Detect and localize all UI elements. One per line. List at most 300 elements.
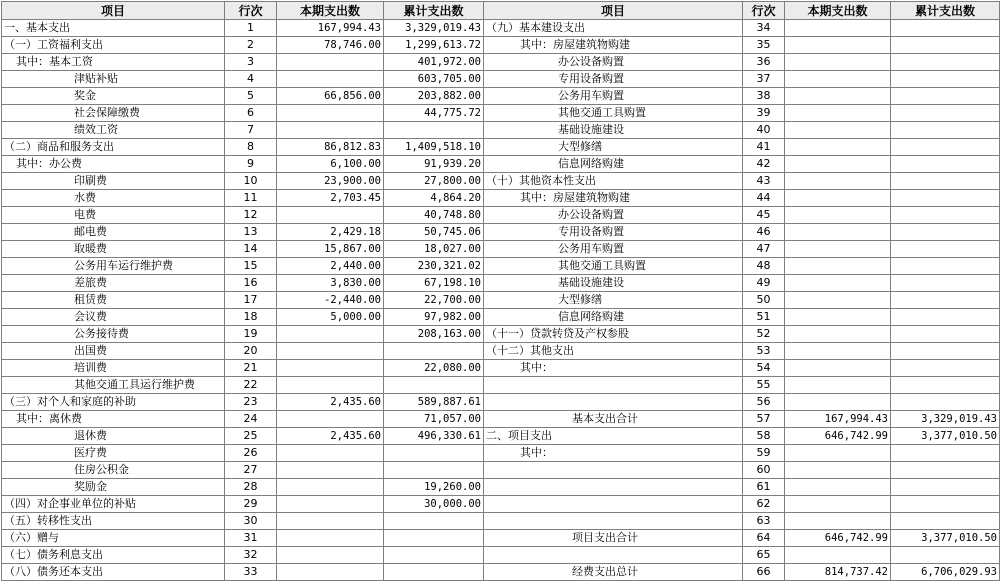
cumulative-amount-left: 91,939.20 [384,156,484,173]
current-amount-right: 646,742.99 [785,428,891,445]
table-row [2,54,1000,71]
item-name-left: （五）转移性支出 [2,513,225,530]
cumulative-amount-right [891,224,1000,241]
line-number-left: 28 [225,479,277,496]
table-row [2,292,1000,309]
item-name-left: （四）对企事业单位的补贴 [2,496,225,513]
current-amount-left: 66,856.00 [277,88,384,105]
current-amount-left [277,54,384,71]
cumulative-amount-left: 230,321.02 [384,258,484,275]
cumulative-amount-right [891,37,1000,54]
line-number-right: 59 [743,445,785,462]
current-amount-right [785,71,891,88]
line-number-right: 43 [743,173,785,190]
line-number-left: 27 [225,462,277,479]
current-amount-left: 5,000.00 [277,309,384,326]
current-amount-left: 2,440.00 [277,258,384,275]
item-name-left: 其中：基本工资 [2,54,225,71]
current-amount-left: 2,703.45 [277,190,384,207]
item-name-left: （七）债务利息支出 [2,547,225,564]
cumulative-amount-left: 18,027.00 [384,241,484,258]
table-row [2,88,1000,105]
current-amount-right [785,88,891,105]
table-row [2,139,1000,156]
current-amount-right: 646,742.99 [785,530,891,547]
item-name-right: 大型修缮 [484,139,743,156]
cumulative-amount-left [384,122,484,139]
table-row [2,37,1000,54]
current-amount-left [277,462,384,479]
line-number-left: 23 [225,394,277,411]
line-number-right: 62 [743,496,785,513]
cumulative-amount-left: 4,864.20 [384,190,484,207]
line-number-left: 30 [225,513,277,530]
line-number-left: 31 [225,530,277,547]
header-item-left: 项目 [2,2,225,20]
current-amount-left [277,343,384,360]
item-name-left: （八）债务还本支出 [2,564,225,581]
cumulative-amount-left: 3,329,019.43 [384,20,484,37]
line-number-left: 5 [225,88,277,105]
item-name-left: 绩效工资 [2,122,225,139]
line-number-left: 13 [225,224,277,241]
cumulative-amount-right [891,292,1000,309]
item-name-right: （十一）贷款转贷及产权参股 [484,326,743,343]
cumulative-amount-right [891,445,1000,462]
current-amount-right [785,207,891,224]
line-number-right: 56 [743,394,785,411]
cumulative-amount-right [891,309,1000,326]
item-name-left: （三）对个人和家庭的补助 [2,394,225,411]
item-name-right [484,513,743,530]
item-name-left: 会议费 [2,309,225,326]
item-name-right: 二、项目支出 [484,428,743,445]
table-row [2,496,1000,513]
line-number-right: 37 [743,71,785,88]
line-number-left: 8 [225,139,277,156]
cumulative-amount-left: 40,748.80 [384,207,484,224]
table-row [2,513,1000,530]
item-name-right: 其中： [484,445,743,462]
line-number-left: 10 [225,173,277,190]
item-name-left: 退休费 [2,428,225,445]
cumulative-amount-left: 401,972.00 [384,54,484,71]
cumulative-amount-right [891,479,1000,496]
current-amount-left: 78,746.00 [277,37,384,54]
item-name-left: 奖励金 [2,479,225,496]
header-line-left: 行次 [225,2,277,20]
current-amount-right [785,394,891,411]
table-row [2,275,1000,292]
table-row [2,377,1000,394]
cumulative-amount-right [891,377,1000,394]
line-number-right: 55 [743,377,785,394]
current-amount-left [277,71,384,88]
item-name-right: 基础设施建设 [484,122,743,139]
current-amount-left: 3,830.00 [277,275,384,292]
cumulative-amount-left: 71,057.00 [384,411,484,428]
item-name-right: 其中： [484,360,743,377]
item-name-right: 基本支出合计 [484,411,743,428]
cumulative-amount-right [891,547,1000,564]
cumulative-amount-left: 603,705.00 [384,71,484,88]
cumulative-amount-left: 67,198.10 [384,275,484,292]
table-row [2,190,1000,207]
current-amount-right [785,462,891,479]
current-amount-left [277,360,384,377]
line-number-right: 41 [743,139,785,156]
current-amount-left: 15,867.00 [277,241,384,258]
table-row [2,173,1000,190]
line-number-right: 50 [743,292,785,309]
item-name-right [484,462,743,479]
current-amount-right [785,122,891,139]
item-name-left: 邮电费 [2,224,225,241]
table-row [2,428,1000,445]
cumulative-amount-right [891,122,1000,139]
cumulative-amount-left [384,564,484,581]
line-number-right: 65 [743,547,785,564]
item-name-right: 办公设备购置 [484,207,743,224]
item-name-right: 信息网络购建 [484,309,743,326]
line-number-right: 54 [743,360,785,377]
line-number-left: 3 [225,54,277,71]
line-number-left: 14 [225,241,277,258]
current-amount-right [785,37,891,54]
item-name-right: 其中：房屋建筑物购建 [484,190,743,207]
line-number-left: 25 [225,428,277,445]
current-amount-right [785,547,891,564]
item-name-right: 专用设备购置 [484,71,743,88]
cumulative-amount-right [891,496,1000,513]
item-name-left: （二）商品和服务支出 [2,139,225,156]
cumulative-amount-right [891,394,1000,411]
current-amount-left [277,122,384,139]
line-number-left: 33 [225,564,277,581]
item-name-right: 办公设备购置 [484,54,743,71]
current-amount-left [277,547,384,564]
item-name-left: 电费 [2,207,225,224]
line-number-left: 21 [225,360,277,377]
line-number-right: 38 [743,88,785,105]
cumulative-amount-left: 1,409,518.10 [384,139,484,156]
line-number-left: 18 [225,309,277,326]
line-number-right: 52 [743,326,785,343]
cumulative-amount-left: 589,887.61 [384,394,484,411]
item-name-left: 社会保障缴费 [2,105,225,122]
line-number-right: 66 [743,564,785,581]
item-name-left: 医疗费 [2,445,225,462]
header-line-right: 行次 [743,2,785,20]
current-amount-left [277,377,384,394]
table-row [2,547,1000,564]
line-number-left: 17 [225,292,277,309]
current-amount-right [785,445,891,462]
cumulative-amount-right [891,20,1000,37]
line-number-left: 24 [225,411,277,428]
current-amount-right [785,224,891,241]
item-name-left: 其他交通工具运行维护费 [2,377,225,394]
item-name-right [484,547,743,564]
cumulative-amount-left: 44,775.72 [384,105,484,122]
header-item-right: 项目 [484,2,743,20]
current-amount-right [785,309,891,326]
header-cumulative-right: 累计支出数 [891,2,1000,20]
cumulative-amount-right [891,326,1000,343]
table-row [2,258,1000,275]
item-name-right: 其中：房屋建筑物购建 [484,37,743,54]
table-row [2,224,1000,241]
item-name-left: （六）赠与 [2,530,225,547]
cumulative-amount-right: 3,329,019.43 [891,411,1000,428]
cumulative-amount-left [384,343,484,360]
line-number-right: 61 [743,479,785,496]
table-row [2,326,1000,343]
line-number-right: 36 [743,54,785,71]
current-amount-left [277,479,384,496]
cumulative-amount-left: 30,000.00 [384,496,484,513]
item-name-left: 住房公积金 [2,462,225,479]
cumulative-amount-left [384,547,484,564]
item-name-left: 公务接待费 [2,326,225,343]
current-amount-left [277,513,384,530]
cumulative-amount-left [384,462,484,479]
item-name-left: 出国费 [2,343,225,360]
item-name-left: 其中：离休费 [2,411,225,428]
line-number-left: 7 [225,122,277,139]
item-name-right: （九）基本建设支出 [484,20,743,37]
current-amount-right [785,496,891,513]
current-amount-left: 6,100.00 [277,156,384,173]
item-name-left: （一）工资福利支出 [2,37,225,54]
table-row [2,394,1000,411]
line-number-left: 12 [225,207,277,224]
cumulative-amount-right [891,275,1000,292]
line-number-right: 46 [743,224,785,241]
cumulative-amount-right [891,173,1000,190]
line-number-left: 20 [225,343,277,360]
item-name-right: 经费支出总计 [484,564,743,581]
line-number-right: 35 [743,37,785,54]
cumulative-amount-right [891,241,1000,258]
item-name-right: 其他交通工具购置 [484,105,743,122]
line-number-left: 15 [225,258,277,275]
current-amount-right [785,173,891,190]
table-row [2,309,1000,326]
table-row [2,462,1000,479]
table-row [2,445,1000,462]
current-amount-right [785,190,891,207]
cumulative-amount-left [384,377,484,394]
line-number-right: 44 [743,190,785,207]
header-cumulative-left: 累计支出数 [384,2,484,20]
line-number-left: 9 [225,156,277,173]
current-amount-right [785,105,891,122]
current-amount-left: 2,435.60 [277,394,384,411]
item-name-right: 信息网络购建 [484,156,743,173]
cumulative-amount-left [384,530,484,547]
current-amount-right [785,54,891,71]
line-number-right: 48 [743,258,785,275]
line-number-right: 51 [743,309,785,326]
table-row [2,479,1000,496]
cumulative-amount-right [891,71,1000,88]
cumulative-amount-right: 6,706,029.93 [891,564,1000,581]
item-name-left: 印刷费 [2,173,225,190]
cumulative-amount-right [891,360,1000,377]
cumulative-amount-left: 208,163.00 [384,326,484,343]
cumulative-amount-right: 3,377,010.50 [891,530,1000,547]
current-amount-left: 23,900.00 [277,173,384,190]
current-amount-left [277,207,384,224]
table-body [2,20,1000,581]
line-number-right: 60 [743,462,785,479]
cumulative-amount-right [891,139,1000,156]
line-number-left: 29 [225,496,277,513]
current-amount-right [785,479,891,496]
item-name-left: 公务用车运行维护费 [2,258,225,275]
item-name-left: 差旅费 [2,275,225,292]
current-amount-right [785,156,891,173]
cumulative-amount-right [891,156,1000,173]
current-amount-right [785,20,891,37]
current-amount-right [785,343,891,360]
cumulative-amount-left: 203,882.00 [384,88,484,105]
item-name-right: 其他交通工具购置 [484,258,743,275]
current-amount-right [785,360,891,377]
cumulative-amount-left [384,513,484,530]
current-amount-right: 814,737.42 [785,564,891,581]
cumulative-amount-left: 496,330.61 [384,428,484,445]
table-row [2,71,1000,88]
current-amount-left: -2,440.00 [277,292,384,309]
current-amount-left [277,411,384,428]
cumulative-amount-right [891,207,1000,224]
line-number-left: 19 [225,326,277,343]
current-amount-left [277,496,384,513]
cumulative-amount-right [891,258,1000,275]
table-row [2,241,1000,258]
line-number-right: 39 [743,105,785,122]
cumulative-amount-right [891,513,1000,530]
cumulative-amount-right [891,343,1000,360]
item-name-right: 公务用车购置 [484,241,743,258]
current-amount-right [785,139,891,156]
table-row [2,105,1000,122]
current-amount-right [785,258,891,275]
cumulative-amount-left: 22,080.00 [384,360,484,377]
cumulative-amount-left: 97,982.00 [384,309,484,326]
table-row [2,530,1000,547]
item-name-right: 大型修缮 [484,292,743,309]
expenditure-table [1,1,1000,581]
table-row [2,20,1000,37]
cumulative-amount-left: 27,800.00 [384,173,484,190]
current-amount-left [277,564,384,581]
cumulative-amount-right [891,190,1000,207]
item-name-right: 基础设施建设 [484,275,743,292]
table-row [2,360,1000,377]
line-number-right: 53 [743,343,785,360]
item-name-left: 奖金 [2,88,225,105]
line-number-right: 42 [743,156,785,173]
current-amount-right [785,326,891,343]
table-row [2,564,1000,581]
line-number-left: 16 [225,275,277,292]
current-amount-left [277,530,384,547]
line-number-left: 6 [225,105,277,122]
item-name-left: 租赁费 [2,292,225,309]
item-name-right [484,394,743,411]
current-amount-right [785,241,891,258]
table-row [2,156,1000,173]
line-number-right: 64 [743,530,785,547]
line-number-left: 32 [225,547,277,564]
line-number-left: 22 [225,377,277,394]
line-number-left: 26 [225,445,277,462]
item-name-right [484,496,743,513]
cumulative-amount-left: 50,745.06 [384,224,484,241]
item-name-left: 津贴补贴 [2,71,225,88]
current-amount-left: 86,812.83 [277,139,384,156]
line-number-left: 1 [225,20,277,37]
line-number-left: 2 [225,37,277,54]
header-row [2,2,1000,20]
current-amount-left [277,326,384,343]
cumulative-amount-right [891,54,1000,71]
current-amount-left: 167,994.43 [277,20,384,37]
item-name-right: 专用设备购置 [484,224,743,241]
cumulative-amount-left: 22,700.00 [384,292,484,309]
line-number-right: 45 [743,207,785,224]
item-name-right: （十二）其他支出 [484,343,743,360]
item-name-right: 公务用车购置 [484,88,743,105]
current-amount-left: 2,429.18 [277,224,384,241]
current-amount-right: 167,994.43 [785,411,891,428]
item-name-left: 水费 [2,190,225,207]
table-row [2,207,1000,224]
header-current-right: 本期支出数 [785,2,891,20]
current-amount-right [785,292,891,309]
item-name-right [484,479,743,496]
line-number-right: 47 [743,241,785,258]
cumulative-amount-left: 19,260.00 [384,479,484,496]
current-amount-right [785,377,891,394]
line-number-left: 4 [225,71,277,88]
line-number-right: 34 [743,20,785,37]
current-amount-left [277,105,384,122]
item-name-left: 取暖费 [2,241,225,258]
cumulative-amount-right: 3,377,010.50 [891,428,1000,445]
cumulative-amount-left [384,445,484,462]
current-amount-right [785,275,891,292]
cumulative-amount-right [891,88,1000,105]
item-name-left: 培训费 [2,360,225,377]
header-current-left: 本期支出数 [277,2,384,20]
table-row [2,343,1000,360]
line-number-right: 57 [743,411,785,428]
item-name-right: （十）其他资本性支出 [484,173,743,190]
item-name-right: 项目支出合计 [484,530,743,547]
line-number-left: 11 [225,190,277,207]
line-number-right: 63 [743,513,785,530]
current-amount-left [277,445,384,462]
table-row [2,122,1000,139]
current-amount-right [785,513,891,530]
line-number-right: 40 [743,122,785,139]
line-number-right: 49 [743,275,785,292]
cumulative-amount-left: 1,299,613.72 [384,37,484,54]
